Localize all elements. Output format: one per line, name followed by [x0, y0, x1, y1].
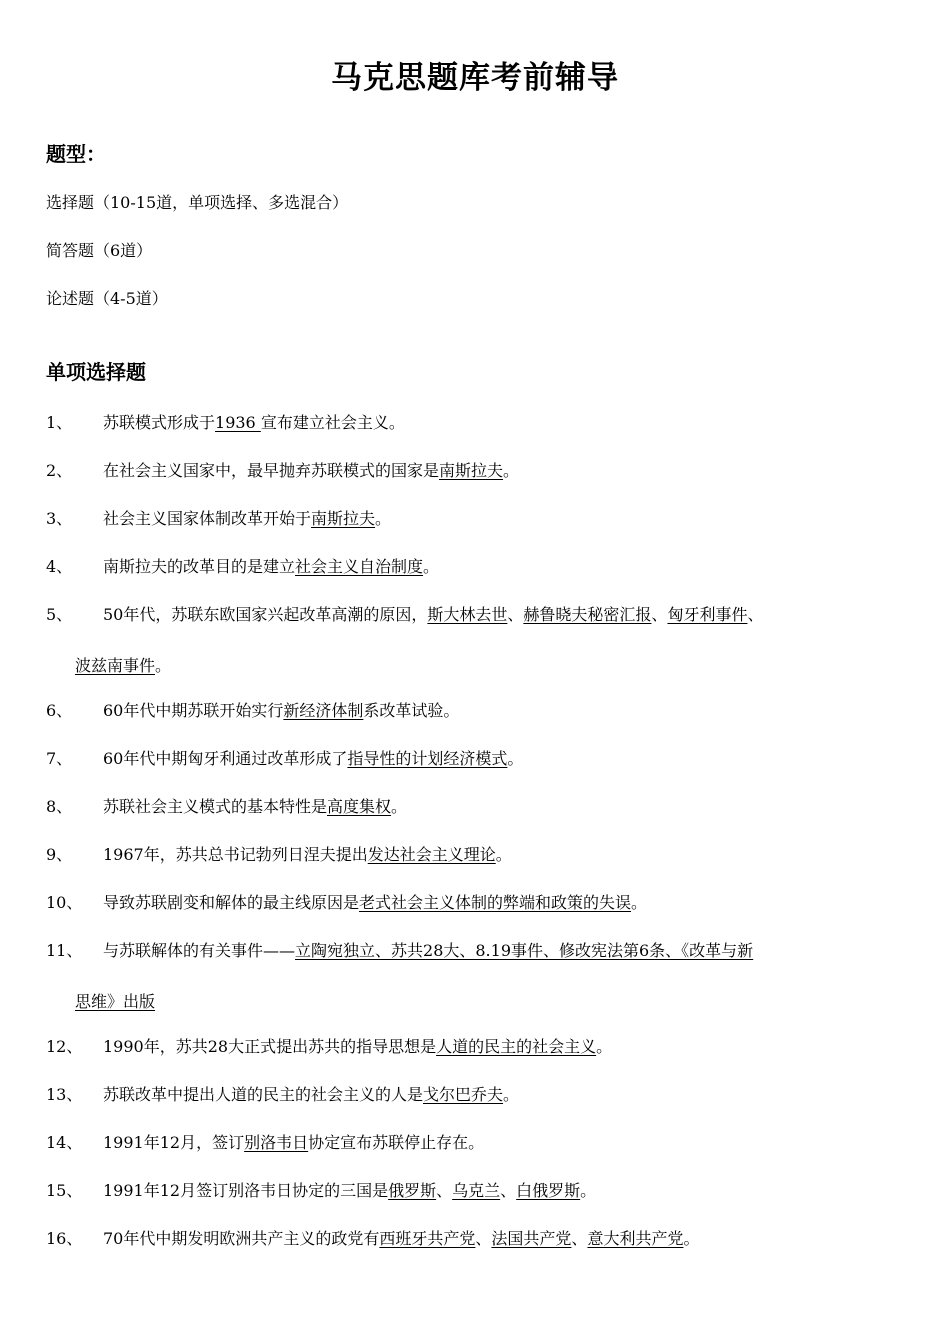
- item-number: 6、: [46, 701, 73, 720]
- answer: 西班牙共产党: [379, 1229, 476, 1248]
- item-text: 1990年，苏共28大正式提出苏共的指导思想是人道的民主的社会主义。: [103, 1037, 613, 1056]
- answer: 南斯拉夫: [439, 461, 504, 480]
- item-number: 15、: [46, 1181, 83, 1200]
- answer: 人道的民主的社会主义: [436, 1037, 597, 1056]
- answer: 新经济体制: [283, 701, 364, 720]
- type-line-short: 简答题（6道）: [46, 241, 153, 260]
- types-heading: 题型：: [46, 142, 106, 166]
- item-number: 10、: [46, 893, 83, 912]
- item-number: 16、: [46, 1229, 83, 1248]
- answer: 乌克兰: [452, 1181, 501, 1200]
- answer: 社会主义自治制度: [295, 557, 424, 576]
- item-text: 苏联社会主义模式的基本特性是高度集权。: [103, 797, 408, 816]
- item-text: 苏联改革中提出人道的民主的社会主义的人是戈尔巴乔夫。: [103, 1085, 520, 1104]
- answer: 高度集权: [327, 797, 392, 816]
- item-text: 苏联模式形成于1936 宣布建立社会主义。: [103, 413, 405, 432]
- answer: 意大利共产党: [587, 1229, 684, 1248]
- item-text: 1991年12月签订别洛韦日协定的三国是俄罗斯、乌克兰、白俄罗斯。: [103, 1181, 597, 1200]
- answer: 斯大林去世: [427, 605, 508, 624]
- item-text: 1991年12月，签订别洛韦日协定宣布苏联停止存在。: [103, 1133, 485, 1152]
- item-number: 1、: [46, 413, 73, 432]
- section-heading: 单项选择题: [46, 360, 146, 384]
- answer: 戈尔巴乔夫: [423, 1085, 504, 1104]
- item-text: 与苏联解体的有关事件——立陶宛独立、苏共28大、8.19事件、修改宪法第6条、《改革与新: [103, 941, 754, 960]
- type-line-choice: 选择题（10-15道，单项选择、多选混合）: [46, 193, 349, 212]
- answer: 思维》出版: [75, 992, 156, 1011]
- answer: 赫鲁晓夫秘密汇报: [523, 605, 652, 624]
- item-number: 5、: [46, 605, 73, 624]
- item-number: 9、: [46, 845, 73, 864]
- item-number: 11、: [46, 941, 83, 960]
- item-text: 60年代中期苏联开始实行新经济体制系改革试验。: [103, 701, 460, 720]
- item-number: 12、: [46, 1037, 83, 1056]
- answer: 匈牙利事件: [667, 605, 748, 624]
- item-continuation: [75, 989, 155, 1012]
- item-text: 70年代中期发明欧洲共产主义的政党有西班牙共产党、法国共产党、意大利共产党。: [103, 1229, 700, 1248]
- item-text: 50年代，苏联东欧国家兴起改革高潮的原因，斯大林去世、赫鲁晓夫秘密汇报、匈牙利事件、: [103, 605, 764, 624]
- item-text: 60年代中期匈牙利通过改革形成了指导性的计划经济模式。: [103, 749, 524, 768]
- item-text: 在社会主义国家中，最早抛弃苏联模式的国家是南斯拉夫。: [103, 461, 520, 480]
- answer: 俄罗斯: [388, 1181, 437, 1200]
- item-number: 3、: [46, 509, 73, 528]
- answer: 发达社会主义理论: [367, 845, 496, 864]
- answer: 别洛韦日: [244, 1133, 309, 1152]
- answer: 南斯拉夫: [311, 509, 376, 528]
- item-text: 1967年，苏共总书记勃列日涅夫提出发达社会主义理论。: [103, 845, 512, 864]
- answer: 立陶宛独立、苏共28大、8.19事件、修改宪法第6条、《改革与新: [295, 941, 754, 960]
- answer: 老式社会主义体制的弊端和政策的失误: [359, 893, 632, 912]
- item-number: 13、: [46, 1085, 83, 1104]
- item-text: 南斯拉夫的改革目的是建立社会主义自治制度。: [103, 557, 440, 576]
- item-text: 导致苏联剧变和解体的最主线原因是老式社会主义体制的弊端和政策的失误。: [103, 893, 648, 912]
- item-number: 7、: [46, 749, 73, 768]
- answer: 波兹南事件: [75, 656, 156, 675]
- type-line-essay: 论述题（4-5道）: [46, 289, 168, 308]
- answer: 1936: [215, 413, 261, 432]
- answer: 法国共产党: [491, 1229, 572, 1248]
- answer: 白俄罗斯: [516, 1181, 581, 1200]
- item-number: 2、: [46, 461, 73, 480]
- page-title: 马克思题库考前辅导: [331, 60, 619, 96]
- item-text: 社会主义国家体制改革开始于南斯拉夫。: [103, 509, 392, 528]
- answer: 指导性的计划经济模式: [347, 749, 508, 768]
- item-continuation: 波兹南事件。: [75, 656, 172, 675]
- item-number: 4、: [46, 557, 73, 576]
- item-number: 14、: [46, 1133, 83, 1152]
- item-number: 8、: [46, 797, 73, 816]
